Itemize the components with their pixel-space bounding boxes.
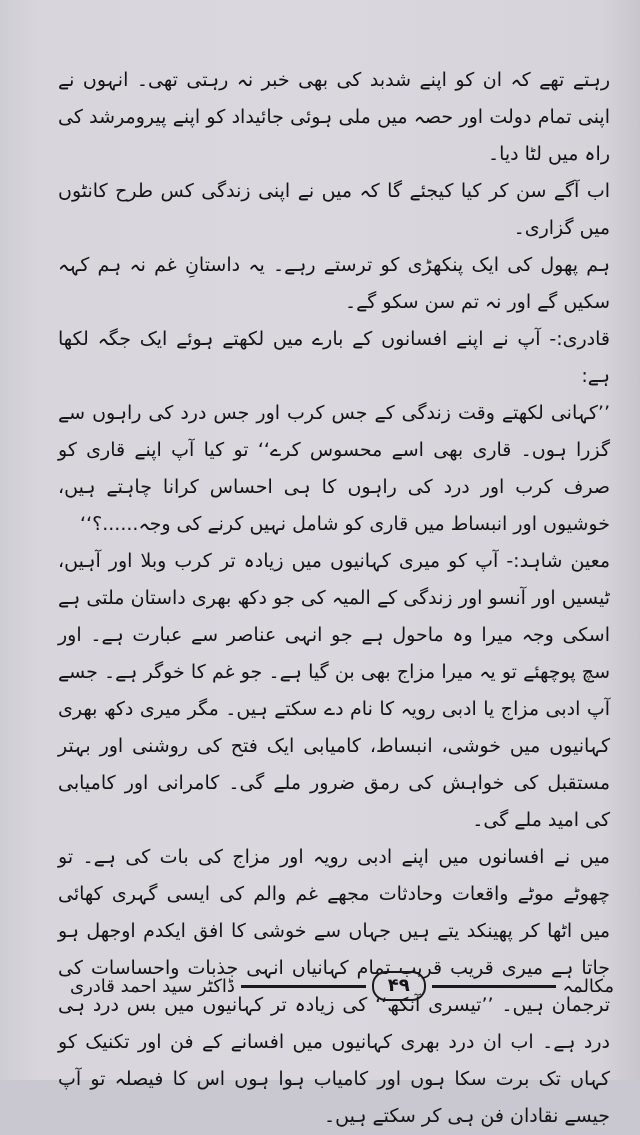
footer-rule: [241, 985, 366, 988]
paragraph: میں نے افسانوں میں اپنے ادبی رویہ اور مزاج کی بات کی ہے۔ تو چھوٹے موٹے واقعات وحادثات مجھے غم والم کی ایسی گہری کھائی میں اٹھا کر پھینکد یتے ہیں جہاں سے خوشی کا افق ایکدم اوجھل ہو جاتا ہے میری قریب قریب تمام کہانیاں انہی جذبات واحساسات کی ترجمان ہیں۔ ’’تیسری آنکھ‘‘ کی زیادہ تر کہانیوں میں بس درد ہی درد ہے۔ اب ان درد بھری کہانیوں میں افسانے کے فن اور تکنیک کو کہاں تک برت سکا ہوں اور کامیاب ہوا ہوں اس کا فیصلہ تو آپ جیسے نقادان فن ہی کر سکتے ہیں۔: [58, 846, 610, 1127]
footer-section-title: مکالمہ: [562, 975, 614, 997]
page-footer: [70, 968, 614, 1004]
footer-rule: [432, 985, 557, 988]
paragraph: اب آگے سن کر کیا کیجئے گا کہ میں نے اپنی زندگی کس طرح کانٹوں میں گزاری۔: [58, 180, 610, 239]
paragraph: ہم پھول کی ایک پنکھڑی کو ترستے رہے۔ یہ داستانِ غم نہ ہم کہہ سکیں گے اور نہ تم سن سکو گے۔: [58, 254, 610, 313]
paragraph: قادری:- آپ نے اپنے افسانوں کے بارے میں لکھتے ہوئے ایک جگہ لکھا ہے:: [58, 328, 610, 387]
paragraph: معین شاہد:- آپ کو میری کہانیوں میں زیادہ تر کرب وبلا اور آہیں، ٹیسیں اور آنسو اور زندگی کے المیہ کی جو دکھ بھری داستان ملتی ہے اسکی وجہ میرا وہ ماحول ہے جو انہی عناصر سے عبارت ہے۔ اور سچ پوچھئے تو یہ میرا مزاج بھی بن گیا ہے۔ جو غم کا خوگر ہے۔ جسے آپ ادبی مزاج یا ادبی رویہ کا نام دے سکتے ہیں۔ مگر میری دکھ بھری کہانیوں میں خوشی، انبساط، کامیابی ایک فتح کی روشنی اور بہتر مستقبل کی خواہش کی رمق ضرور ملے گی۔ کامرانی اور کامیابی کی امید ملے گی۔: [58, 550, 610, 831]
footer-author: ڈاکٹر سید احمد قادری: [69, 975, 235, 997]
page-number: ۴۹: [372, 971, 426, 1001]
paragraph: ’’کہانی لکھتے وقت زندگی کے جس کرب اور جس درد کی راہوں سے گزرا ہوں۔ قاری بھی اسے محسوس کرے‘‘ تو کیا آپ اپنے قاری کو صرف کرب اور درد کی راہوں کا ہی احساس کرانا چاہتے ہیں، خوشیوں اور انبساط میں قاری کو شامل نہیں کرنے کی وجہ......؟‘‘: [58, 402, 610, 535]
paragraph: رہتے تھے کہ ان کو اپنے شدبد کی بھی خبر نہ رہتی تھی۔ انہوں نے اپنی تمام دولت اور حصہ میں ملی ہوئی جائیداد کو اپنے پیرومرشد کی راہ میں لٹا دیا۔: [58, 69, 610, 165]
